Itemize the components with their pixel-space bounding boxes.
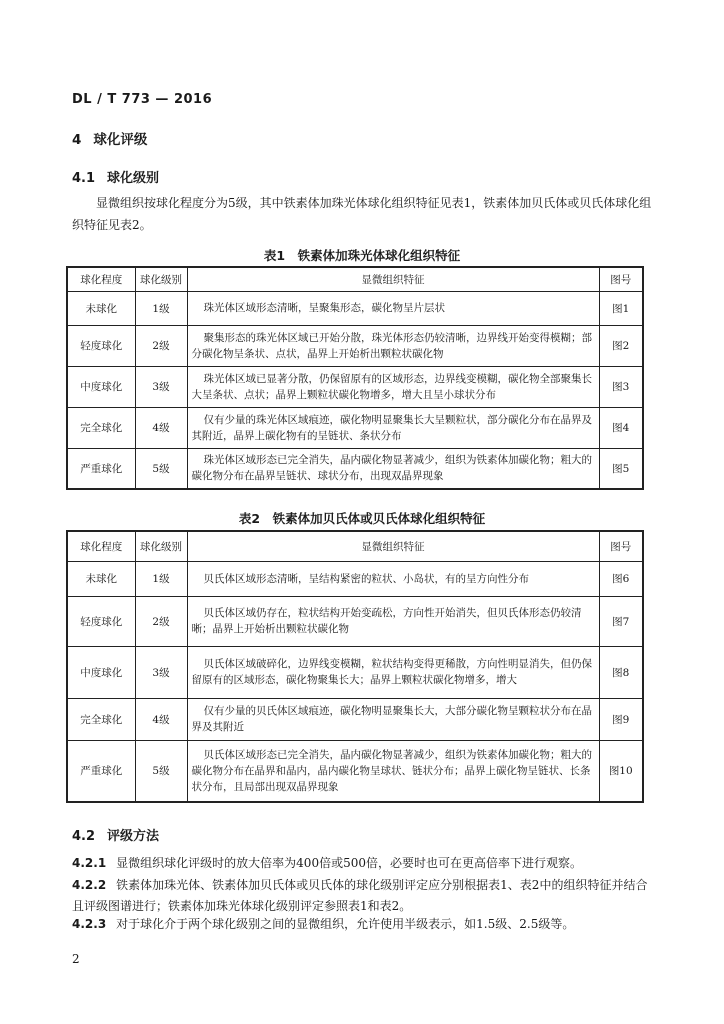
cell-figure: 图6 bbox=[599, 561, 643, 596]
table-2-caption: 表2 铁素体加贝氏体或贝氏体球化组织特征 bbox=[238, 511, 486, 526]
section-4-heading bbox=[72, 128, 147, 148]
cell-level: 2级 bbox=[135, 325, 187, 366]
cell-feature: 珠光体区域形态已完全消失，晶内碳化物显著减少，组织为铁素体加碳化物；粗大的碳化物分布在晶界呈链状、球状分布，出现双晶界现象 bbox=[187, 448, 599, 489]
cell-level: 1级 bbox=[135, 291, 187, 325]
clause-number: 4.2.1 bbox=[72, 856, 107, 870]
cell-degree: 完全球化 bbox=[67, 407, 135, 448]
clause-text: 对于球化介于两个球化级别之间的显微组织，允许使用半级表示，如1.5级、2.5级等。 bbox=[116, 917, 575, 931]
table-row bbox=[67, 291, 643, 325]
cell-feature: 珠光体区域已显著分散，仍保留原有的区域形态，边界线变模糊，碳化物全部聚集长大呈条状、点状；晶界上颗粒状碳化物增多，增大且呈小球状分布 bbox=[187, 366, 599, 407]
section-title: 球化评级 bbox=[93, 132, 148, 148]
cell-level: 5级 bbox=[135, 448, 187, 489]
table-row bbox=[67, 646, 643, 698]
cell-level: 4级 bbox=[135, 698, 187, 740]
cell-degree: 中度球化 bbox=[67, 646, 135, 698]
table-row bbox=[67, 325, 643, 366]
cell-figure: 图1 bbox=[599, 291, 643, 325]
table-row bbox=[67, 366, 643, 407]
table-row bbox=[67, 596, 643, 646]
table-2 bbox=[66, 530, 644, 803]
cell-degree: 完全球化 bbox=[67, 698, 135, 740]
cell-feature: 仅有少量的珠光体区域痕迹，碳化物明显聚集长大呈颗粒状，部分碳化分布在晶界及其附近，晶界上碳化物有的呈链状、条状分布 bbox=[187, 407, 599, 448]
header-degree: 球化程度 bbox=[67, 531, 135, 561]
cell-figure: 图10 bbox=[599, 740, 643, 802]
cell-feature: 聚集形态的珠光体区域已开始分散，珠光体形态仍较清晰，边界线开始变得模糊；部分碳化物呈条状、点状，晶界上开始析出颗粒状碳化物 bbox=[187, 325, 599, 366]
cell-feature: 贝氏体区域形态已完全消失，晶内碳化物显著减少，组织为铁素体加碳化物；粗大的碳化物分布在晶界和晶内，晶内碳化物呈球状、链状分布；晶界上碳化物呈链状、长条状分布，且局部出现双晶界现象 bbox=[187, 740, 599, 802]
table-header-row bbox=[67, 531, 643, 561]
clause-4-2-2 bbox=[72, 875, 652, 917]
section-title: 球化级别 bbox=[107, 171, 160, 186]
cell-figure: 图4 bbox=[599, 407, 643, 448]
standard-code: DL / T 773 — 2016 bbox=[72, 92, 213, 107]
cell-figure: 图2 bbox=[599, 325, 643, 366]
header-degree: 球化程度 bbox=[67, 267, 135, 291]
cell-figure: 图9 bbox=[599, 698, 643, 740]
clause-text: 显微组织球化评级时的放大倍率为400倍或500倍，必要时也可在更高倍率下进行观察。 bbox=[116, 856, 582, 870]
header-level: 球化级别 bbox=[135, 531, 187, 561]
clause-number: 4.2.3 bbox=[72, 917, 107, 931]
cell-feature: 珠光体区域形态清晰，呈聚集形态，碳化物呈片层状 bbox=[187, 291, 599, 325]
section-4-1-paragraph: 显微组织按球化程度分为5级，其中铁素体加珠光体球化组织特征见表1，铁素体加贝氏体或贝氏体球化组织特征见表2。 bbox=[72, 196, 652, 232]
page-number: 2 bbox=[72, 952, 80, 966]
header-figure: 图号 bbox=[599, 267, 643, 291]
cell-feature: 仅有少量的贝氏体区域痕迹，碳化物明显聚集长大，大部分碳化物呈颗粒状分布在晶界及其附近 bbox=[187, 698, 599, 740]
cell-figure: 图8 bbox=[599, 646, 643, 698]
section-number: 4.2 bbox=[72, 829, 96, 844]
section-number: 4 bbox=[72, 132, 82, 148]
cell-degree: 轻度球化 bbox=[67, 596, 135, 646]
cell-level: 3级 bbox=[135, 366, 187, 407]
cell-figure: 图7 bbox=[599, 596, 643, 646]
section-4-1-heading bbox=[72, 167, 159, 186]
clause-4-2-1 bbox=[72, 853, 652, 874]
cell-figure: 图3 bbox=[599, 366, 643, 407]
section-4-2-heading bbox=[72, 825, 159, 844]
cell-degree: 轻度球化 bbox=[67, 325, 135, 366]
table-row bbox=[67, 448, 643, 489]
table-header-row bbox=[67, 267, 643, 291]
cell-degree: 未球化 bbox=[67, 291, 135, 325]
table-row bbox=[67, 698, 643, 740]
table-row bbox=[67, 407, 643, 448]
cell-degree: 严重球化 bbox=[67, 448, 135, 489]
cell-level: 5级 bbox=[135, 740, 187, 802]
cell-feature: 贝氏体区域形态清晰，呈结构紧密的粒状、小岛状，有的呈方向性分布 bbox=[187, 561, 599, 596]
clause-number: 4.2.2 bbox=[72, 878, 107, 892]
header-figure: 图号 bbox=[599, 531, 643, 561]
table-row bbox=[67, 561, 643, 596]
section-number: 4.1 bbox=[72, 171, 96, 186]
cell-degree: 中度球化 bbox=[67, 366, 135, 407]
table-1 bbox=[66, 266, 644, 490]
cell-feature: 贝氏体区域破碎化，边界线变模糊，粒状结构变得更稀散，方向性明显消失，但仍保留原有的区域形态，碳化物聚集长大；晶界上颗粒状碳化物增多，增大 bbox=[187, 646, 599, 698]
table-row bbox=[67, 740, 643, 802]
header-feature: 显微组织特征 bbox=[187, 267, 599, 291]
clause-4-2-3 bbox=[72, 914, 652, 935]
cell-figure: 图5 bbox=[599, 448, 643, 489]
section-title: 评级方法 bbox=[107, 829, 160, 844]
table-1-caption: 表1 铁素体加珠光体球化组织特征 bbox=[263, 248, 461, 263]
cell-level: 1级 bbox=[135, 561, 187, 596]
cell-level: 2级 bbox=[135, 596, 187, 646]
header-feature: 显微组织特征 bbox=[187, 531, 599, 561]
cell-feature: 贝氏体区域仍存在，粒状结构开始变疏松，方向性开始消失，但贝氏体形态仍较清晰；晶界上开始析出颗粒状碳化物 bbox=[187, 596, 599, 646]
clause-text: 铁素体加珠光体、铁素体加贝氏体或贝氏体的球化级别评定应分别根据表1、表2中的组织特征并结合且评级图谱进行；铁素体加珠光体球化级别评定参照表1和表2。 bbox=[72, 878, 648, 913]
cell-degree: 未球化 bbox=[67, 561, 135, 596]
header-level: 球化级别 bbox=[135, 267, 187, 291]
cell-level: 3级 bbox=[135, 646, 187, 698]
cell-level: 4级 bbox=[135, 407, 187, 448]
cell-degree: 严重球化 bbox=[67, 740, 135, 802]
